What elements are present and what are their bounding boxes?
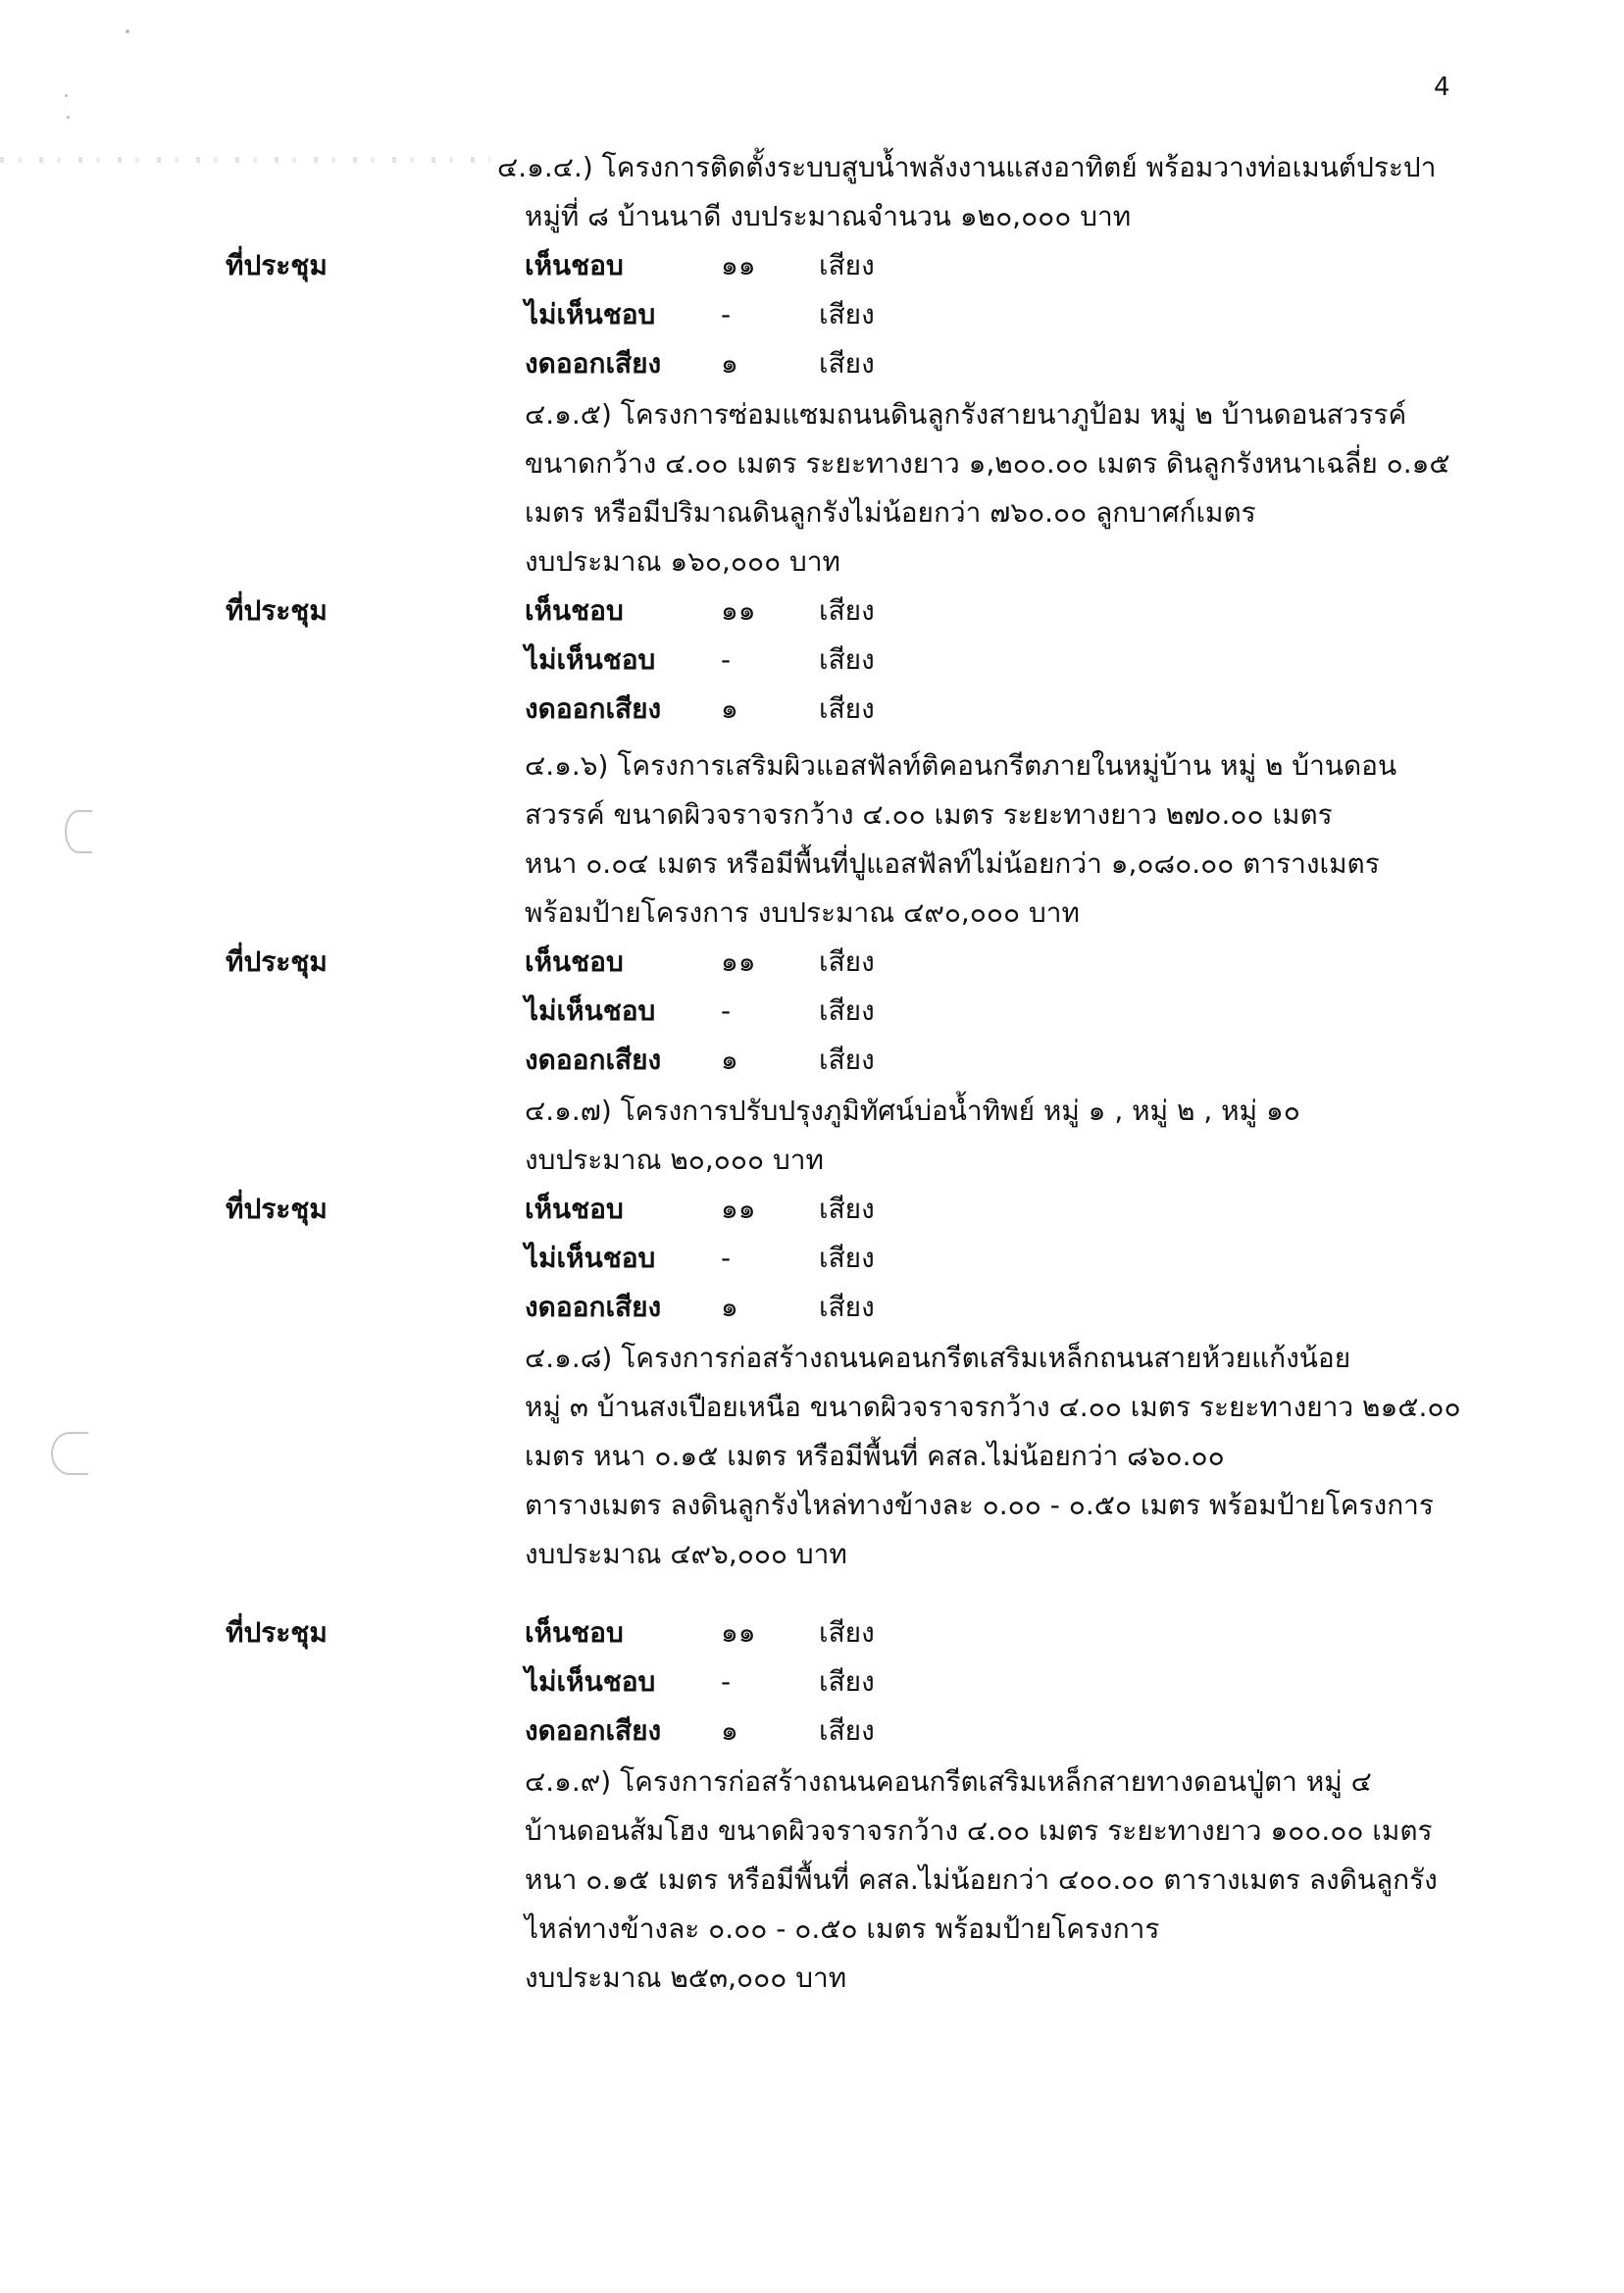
abstain-count: ๑ xyxy=(721,1291,738,1323)
text-line: งบประมาณ ๒๐,๐๐๐ บาท xyxy=(525,1144,824,1176)
vote-unit: เสียง xyxy=(819,1616,875,1649)
text-line: สวรรค์ ขนาดผิวจราจรกว้าง ๔.๐๐ เมตร ระยะทางยาว ๒๗๐.๐๐ เมตร xyxy=(525,798,1333,831)
meeting-label: ที่ประชุม xyxy=(226,594,328,627)
vote-unit: เสียง xyxy=(819,1044,875,1076)
vote-unit: เสียง xyxy=(819,594,875,627)
vote-unit: เสียง xyxy=(819,692,875,725)
text-line: พร้อมป้ายโครงการ งบประมาณ ๔๙๐,๐๐๐ บาท xyxy=(525,896,1080,929)
project-block-4-1-9 xyxy=(525,1758,1438,2003)
scan-speck xyxy=(67,116,70,119)
abstain-count: ๑ xyxy=(721,1714,738,1747)
reject-label: ไม่เห็นชอบ xyxy=(525,643,656,676)
meeting-label: ที่ประชุม xyxy=(226,945,328,978)
abstain-label: งดออกเสียง xyxy=(525,1044,662,1076)
approve-label: เห็นชอบ xyxy=(525,1193,624,1225)
page-number: 4 xyxy=(1434,73,1450,102)
approve-count: ๑๑ xyxy=(721,945,756,978)
approve-label: เห็นชอบ xyxy=(525,1616,624,1649)
text-line: ๔.๑.๖) โครงการเสริมผิวแอสฟัลท์ติคอนกรีตภายในหมู่บ้าน หมู่ ๒ บ้านดอน xyxy=(525,749,1397,782)
text-line: งบประมาณ ๑๖๐,๐๐๐ บาท xyxy=(525,545,841,578)
project-block-4-1-4 xyxy=(497,143,1436,241)
vote-unit: เสียง xyxy=(819,1193,875,1225)
abstain-label: งดออกเสียง xyxy=(525,347,662,380)
text-line: งบประมาณ ๔๙๖,๐๐๐ บาท xyxy=(525,1538,847,1570)
reject-label: ไม่เห็นชอบ xyxy=(525,1242,656,1274)
approve-count: ๑๑ xyxy=(721,249,756,281)
abstain-count: ๑ xyxy=(721,692,738,725)
reject-count: - xyxy=(721,1665,732,1698)
text-line: หนา ๐.๑๕ เมตร หรือมีพื้นที่ คสล.ไม่น้อยกว่า ๔๐๐.๐๐ ตารางเมตร ลงดินลูกรัง xyxy=(525,1863,1438,1896)
vote-unit: เสียง xyxy=(819,994,875,1027)
text-line: ๔.๑.๕) โครงการซ่อมแซมถนนดินลูกรังสายนาภูป้อม หมู่ ๒ บ้านดอนสวรรค์ xyxy=(525,398,1407,431)
text-line: ไหล่ทางข้างละ ๐.๐๐ - ๐.๕๐ เมตร พร้อมป้ายโครงการ xyxy=(525,1912,1160,1945)
vote-unit: เสียง xyxy=(819,1714,875,1747)
reject-count: - xyxy=(721,994,732,1027)
abstain-label: งดออกเสียง xyxy=(525,1291,662,1323)
abstain-count: ๑ xyxy=(721,347,738,380)
abstain-label: งดออกเสียง xyxy=(525,1714,662,1747)
text-line: หมู่ ๓ บ้านสงเปือยเหนือ ขนาดผิวจราจรกว้าง ๔.๐๐ เมตร ระยะทางยาว ๒๑๕.๐๐ xyxy=(525,1391,1461,1423)
text-line: ๔.๑.๗) โครงการปรับปรุงภูมิทัศน์บ่อน้ำทิพย์ หมู่ ๑ , หมู่ ๒ , หมู่ ๑๐ xyxy=(525,1095,1300,1127)
text-line: เมตร หนา ๐.๑๕ เมตร หรือมีพื้นที่ คสล.ไม่น้อยกว่า ๘๖๐.๐๐ xyxy=(525,1440,1225,1472)
scan-noise-strip xyxy=(0,157,490,163)
text-line: เมตร หรือมีปริมาณดินลูกรังไม่น้อยกว่า ๗๖๐.๐๐ ลูกบาศก์เมตร xyxy=(525,496,1256,529)
text-line: หมู่ที่ ๘ บ้านนาดี งบประมาณจำนวน ๑๒๐,๐๐๐ บาท xyxy=(525,200,1132,232)
project-block-4-1-6 xyxy=(525,741,1396,938)
meeting-label: ที่ประชุม xyxy=(226,249,328,281)
approve-label: เห็นชอบ xyxy=(525,249,624,281)
text-line: บ้านดอนส้มโฮง ขนาดผิวจราจรกว้าง ๔.๐๐ เมตร ระยะทางยาว ๑๐๐.๐๐ เมตร xyxy=(525,1814,1433,1847)
meeting-label: ที่ประชุม xyxy=(226,1616,328,1649)
text-line: ๔.๑.๘) โครงการก่อสร้างถนนคอนกรีตเสริมเหล็กถนนสายห้วยแก้งน้อย xyxy=(525,1342,1351,1374)
reject-label: ไม่เห็นชอบ xyxy=(525,1665,656,1698)
approve-label: เห็นชอบ xyxy=(525,594,624,627)
approve-count: ๑๑ xyxy=(721,594,756,627)
project-block-4-1-8 xyxy=(525,1334,1461,1579)
vote-unit: เสียง xyxy=(819,945,875,978)
scan-speck xyxy=(65,94,68,97)
vote-unit: เสียง xyxy=(819,643,875,676)
vote-unit: เสียง xyxy=(819,1242,875,1274)
vote-unit: เสียง xyxy=(819,1665,875,1698)
vote-unit: เสียง xyxy=(819,298,875,331)
text-line: ขนาดกว้าง ๔.๐๐ เมตร ระยะทางยาว ๑,๒๐๐.๐๐ เมตร ดินลูกรังหนาเฉลี่ย ๐.๑๕ xyxy=(525,447,1450,480)
reject-count: - xyxy=(721,1242,732,1274)
meeting-label: ที่ประชุม xyxy=(226,1193,328,1225)
vote-unit: เสียง xyxy=(819,347,875,380)
text-line: หนา ๐.๐๔ เมตร หรือมีพื้นที่ปูแอสฟัลท์ไม่น้อยกว่า ๑,๐๘๐.๐๐ ตารางเมตร xyxy=(525,847,1380,880)
text-line: ๔.๑.๔.) โครงการติดตั้งระบบสูบน้ำพลังงานแสงอาทิตย์ พร้อมวางท่อเมนต์ประปา xyxy=(497,151,1437,183)
vote-unit: เสียง xyxy=(819,1291,875,1323)
reject-count: - xyxy=(721,298,732,331)
vote-unit: เสียง xyxy=(819,249,875,281)
approve-count: ๑๑ xyxy=(721,1616,756,1649)
punch-hole-mark xyxy=(51,1432,88,1475)
reject-label: ไม่เห็นชอบ xyxy=(525,994,656,1027)
abstain-label: งดออกเสียง xyxy=(525,692,662,725)
project-block-4-1-7 xyxy=(525,1087,1300,1185)
abstain-count: ๑ xyxy=(721,1044,738,1076)
approve-count: ๑๑ xyxy=(721,1193,756,1225)
project-block-4-1-5 xyxy=(525,390,1450,586)
text-line: ตารางเมตร ลงดินลูกรังไหล่ทางข้างละ ๐.๐๐ - ๐.๕๐ เมตร พร้อมป้ายโครงการ xyxy=(525,1489,1434,1521)
approve-label: เห็นชอบ xyxy=(525,945,624,978)
reject-count: - xyxy=(721,643,732,676)
punch-hole-mark xyxy=(65,810,92,853)
text-line: ๔.๑.๙) โครงการก่อสร้างถนนคอนกรีตเสริมเหล็กสายทางดอนปู่ตา หมู่ ๔ xyxy=(525,1765,1372,1798)
text-line: งบประมาณ ๒๕๓,๐๐๐ บาท xyxy=(525,1962,847,1994)
reject-label: ไม่เห็นชอบ xyxy=(525,298,656,331)
scan-speck xyxy=(126,29,129,33)
